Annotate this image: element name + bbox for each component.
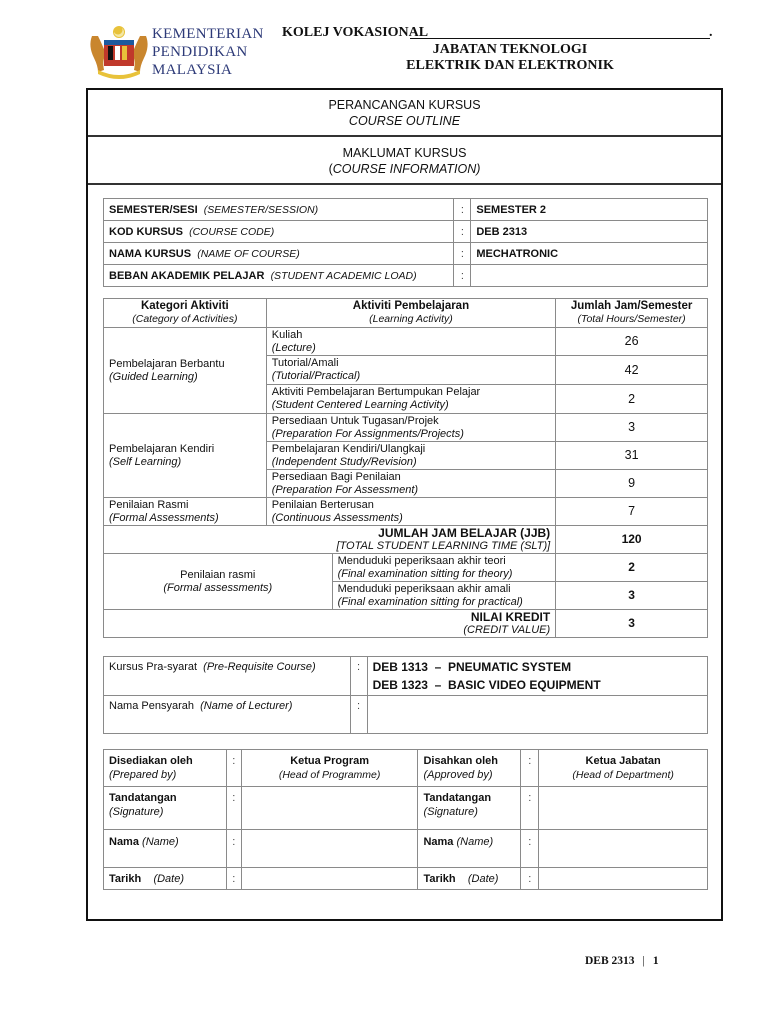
total-row [104, 526, 708, 554]
info-label-en: (NAME OF COURSE) [197, 247, 300, 260]
date-label-en: (Date) [153, 872, 184, 885]
ministry-line-1: KEMENTERIAN [152, 26, 264, 42]
date-label: Tarikh [423, 872, 456, 885]
info-label [104, 243, 454, 265]
course-info-row [104, 199, 708, 221]
approved-by-cell [418, 750, 521, 787]
activity-label-en: (Tutorial/Practical) [271, 370, 361, 382]
colon: : [521, 750, 539, 787]
date-label-cell [418, 868, 521, 890]
activity-label: Pembelajaran Kendiri/Ulangkaji [271, 442, 426, 455]
colon: : [521, 830, 539, 868]
programme-head-signature-field[interactable] [241, 787, 418, 830]
activity-label: Aktiviti Pembelajaran Bertumpukan Pelajar [271, 386, 481, 398]
hours-cell: 26 [556, 328, 708, 356]
hours-cell: 31 [556, 442, 708, 470]
approved-by-label-en: (Approved by) [423, 769, 493, 781]
header-label-en: (Total Hours/Semester) [577, 313, 686, 325]
header-label: Aktiviti Pembelajaran [352, 300, 470, 312]
activity-label: Persediaan Bagi Penilaian [271, 470, 401, 483]
activity-label-en: (Independent Study/Revision) [271, 455, 417, 468]
category-label: Penilaian Rasmi [109, 498, 189, 511]
exam-hours: 3 [556, 582, 708, 610]
total-hours: 120 [556, 526, 708, 554]
prepared-by-cell [104, 750, 227, 787]
hours-cell: 9 [556, 470, 708, 498]
page-footer [585, 955, 659, 967]
hours-cell: 7 [556, 498, 708, 526]
title-main: PERANCANGAN KURSUS [328, 98, 481, 112]
info-label-en: (COURSE CODE) [189, 225, 275, 238]
ministry-name [152, 25, 264, 79]
programme-head-date-field[interactable] [241, 868, 418, 890]
colon: : [226, 750, 241, 787]
colon: : [454, 221, 471, 243]
prereq-course-name: PNEUMATIC SYSTEM [447, 660, 572, 674]
activity-cell [266, 442, 555, 470]
signature-header-row [104, 750, 708, 787]
title-info: MAKLUMAT KURSUS [342, 146, 467, 160]
name-label: Nama [109, 836, 139, 848]
info-label-text: KOD KURSUS [109, 225, 183, 238]
header-category [104, 299, 267, 328]
name-label-cell [104, 830, 227, 868]
header-label-en: (Category of Activities) [132, 313, 238, 325]
header-label: Jumlah Jam/Semester [570, 300, 693, 312]
exam-activity-cell [332, 554, 556, 582]
colon: : [454, 265, 471, 287]
category-label: Pembelajaran Kendiri [109, 442, 215, 455]
hours-cell: 3 [556, 414, 708, 442]
department-name [360, 42, 660, 74]
activity-label: Persediaan Untuk Tugasan/Projek [271, 414, 439, 427]
department-head-signature-field[interactable] [539, 787, 708, 830]
name-row [104, 830, 708, 868]
head-of-programme-cell [241, 750, 418, 787]
prepared-by-label-en: (Prepared by) [109, 769, 177, 781]
signature-label: Tandatangan [109, 792, 177, 804]
prereq-row [104, 657, 708, 696]
exam-category-label-en: (Formal assessments) [163, 581, 273, 594]
credit-row [104, 610, 708, 638]
course-info-row [104, 221, 708, 243]
activity-label-en: (Lecture) [271, 341, 316, 354]
name-label-en: (Name) [456, 836, 494, 848]
table-row [104, 414, 708, 442]
hours-cell: 42 [556, 356, 708, 385]
category-cell [104, 414, 267, 498]
ministry-line-3: MALAYSIA [152, 62, 233, 78]
credit-label-cell [104, 610, 556, 638]
activity-label-en: (Preparation For Assignments/Projects) [271, 427, 464, 440]
divider [88, 183, 721, 185]
exam-activity-label-en: (Final examination sitting for practical) [337, 595, 523, 608]
activity-label-en: (Continuous Assessments) [271, 511, 403, 524]
college-label: KOLEJ VOKASIONAL [282, 25, 429, 40]
approved-by-label: Disahkan oleh [423, 755, 499, 767]
course-outline-title [88, 97, 721, 129]
category-label: Pembelajaran Berbantu [109, 357, 225, 370]
footer-course-code: DEB 2313 [585, 955, 635, 967]
prepared-by-label: Disediakan oleh [109, 755, 193, 767]
exam-hours: 2 [556, 554, 708, 582]
category-label-en: (Guided Learning) [109, 370, 198, 383]
course-code-value: DEB 2313 [471, 221, 708, 243]
head-of-programme-label-en: (Head of Programme) [278, 769, 381, 781]
activity-cell [266, 385, 555, 414]
name-label: Nama [423, 836, 454, 848]
activity-cell [266, 414, 555, 442]
category-cell [104, 498, 267, 526]
course-name-value: MECHATRONIC [471, 243, 708, 265]
credit-label-en: (CREDIT VALUE) [463, 623, 551, 636]
prereq-label-en: (Pre-Requisite Course) [203, 661, 316, 673]
title-info-open: ( [328, 162, 333, 176]
prereq-course [373, 658, 702, 676]
lecturer-value [367, 696, 707, 734]
date-row [104, 868, 708, 890]
date-label-cell [104, 868, 227, 890]
exam-activity-label: Menduduki peperiksaan akhir amali [337, 582, 511, 595]
exam-row [104, 554, 708, 582]
page-number: 1 [652, 955, 659, 967]
activity-label: Penilaian Berterusan [271, 498, 374, 511]
colon: : [521, 868, 539, 890]
info-label-en: (STUDENT ACADEMIC LOAD) [270, 269, 417, 282]
exam-category-cell [104, 554, 333, 610]
name-label-en: (Name) [142, 836, 179, 848]
colon: : [454, 243, 471, 265]
activity-label-en: (Student Centered Learning Activity) [271, 399, 449, 411]
title-info-en: COURSE INFORMATION) [332, 162, 481, 176]
header-label-en: (Learning Activity) [369, 313, 453, 325]
lecturer-label-cell [104, 696, 351, 734]
exam-activity-cell [332, 582, 556, 610]
programme-head-name-field[interactable] [241, 830, 418, 868]
activity-cell [266, 498, 555, 526]
header-activity [266, 299, 555, 328]
academic-load-value [471, 265, 708, 287]
lecturer-label: Nama Pensyarah [109, 700, 194, 712]
prereq-course [373, 676, 702, 694]
credit-value: 3 [556, 610, 708, 638]
course-info-row [104, 265, 708, 287]
colon: : [350, 657, 367, 696]
name-label-cell [418, 830, 521, 868]
semester-value: SEMESTER 2 [471, 199, 708, 221]
course-information-title [88, 145, 721, 177]
course-info-row [104, 243, 708, 265]
head-of-department-label: Ketua Jabatan [585, 755, 661, 767]
header-hours [556, 299, 708, 328]
info-label-text: BEBAN AKADEMIK PELAJAR [109, 269, 265, 282]
info-label-en: (SEMESTER/SESSION) [203, 203, 319, 216]
college-name-blank-line [410, 38, 710, 39]
activity-cell [266, 470, 555, 498]
signature-label: Tandatangan [423, 792, 492, 804]
prereq-label: Kursus Pra-syarat [109, 661, 198, 673]
activity-label-en: (Preparation For Assessment) [271, 483, 419, 496]
dash: – [434, 678, 442, 692]
prereq-course-name: BASIC VIDEO EQUIPMENT [447, 678, 601, 692]
colon: : [226, 787, 241, 830]
lecturer-row [104, 696, 708, 734]
category-cell [104, 328, 267, 414]
activity-cell [266, 356, 555, 385]
coat-of-arms-logo [86, 22, 152, 82]
prereq-courses [367, 657, 707, 696]
exam-activity-label-en: (Final examination sitting for theory) [337, 567, 513, 580]
header-label: Kategori Aktiviti [140, 300, 229, 312]
table-row [104, 498, 708, 526]
signature-label-en: (Signature) [423, 806, 478, 818]
exam-activity-label: Menduduki peperiksaan akhir teori [337, 554, 506, 567]
signature-row [104, 787, 708, 830]
prerequisite-table [103, 656, 708, 734]
total-label-en: [TOTAL STUDENT LEARNING TIME (SLT)] [336, 539, 551, 552]
colon: : [226, 868, 241, 890]
dash: – [434, 660, 442, 674]
date-label: Tarikh [109, 872, 142, 885]
info-label [104, 199, 454, 221]
department-head-date-field[interactable] [539, 868, 708, 890]
category-label-en: (Self Learning) [109, 455, 182, 468]
prereq-label-cell [104, 657, 351, 696]
colon: : [226, 830, 241, 868]
colon: : [454, 199, 471, 221]
activity-label: Tutorial/Amali [271, 357, 339, 369]
activity-label: Kuliah [271, 328, 303, 341]
exam-category-label: Penilaian rasmi [180, 568, 256, 581]
signature-table [103, 749, 708, 890]
department-line-2: ELEKTRIK DAN ELEKTRONIK [406, 58, 614, 73]
hours-cell: 2 [556, 385, 708, 414]
signature-label-cell [418, 787, 521, 830]
learning-activities-table [103, 298, 708, 638]
head-of-department-cell [539, 750, 708, 787]
category-label-en: (Formal Assessments) [109, 511, 219, 524]
department-line-1: JABATAN TEKNOLOGI [432, 42, 588, 57]
total-label: JUMLAH JAM BELAJAR (JJB) [378, 525, 551, 540]
head-of-programme-label: Ketua Program [290, 755, 370, 767]
colon: : [350, 696, 367, 734]
table-header-row [104, 299, 708, 328]
course-info-table [103, 198, 708, 287]
info-label-text: NAMA KURSUS [109, 247, 192, 260]
signature-label-cell [104, 787, 227, 830]
colon: : [521, 787, 539, 830]
info-label [104, 221, 454, 243]
prereq-course-code: DEB 1313 [372, 660, 428, 674]
credit-label: NILAI KREDIT [470, 609, 551, 624]
total-label-cell [104, 526, 556, 554]
date-label-en: (Date) [467, 872, 499, 885]
department-head-name-field[interactable] [539, 830, 708, 868]
college-dot: . [709, 25, 713, 40]
ministry-line-2: PENDIDIKAN [152, 44, 248, 60]
divider [88, 135, 721, 137]
title-main-en: COURSE OUTLINE [348, 114, 461, 128]
activity-cell [266, 328, 555, 356]
info-label [104, 265, 454, 287]
lecturer-label-en: (Name of Lecturer) [200, 700, 293, 712]
footer-separator: | [642, 955, 645, 967]
head-of-department-label-en: (Head of Department) [572, 769, 674, 781]
prereq-course-code: DEB 1323 [372, 678, 428, 692]
signature-label-en: (Signature) [109, 806, 164, 818]
info-label-text: SEMESTER/SESI [109, 203, 198, 216]
table-row [104, 328, 708, 356]
